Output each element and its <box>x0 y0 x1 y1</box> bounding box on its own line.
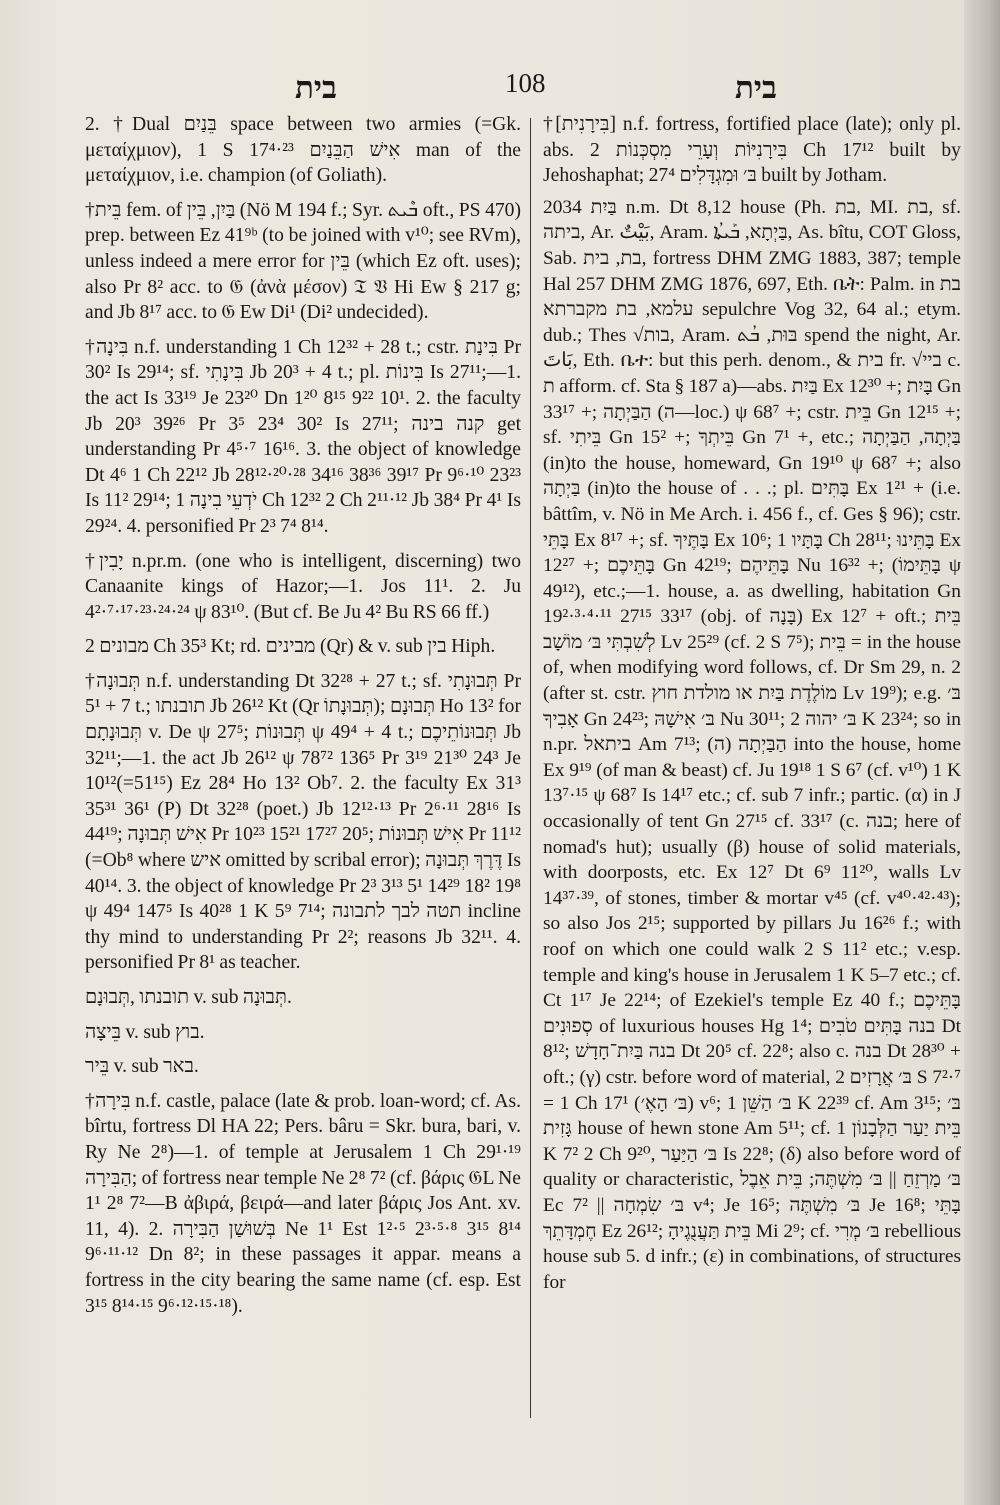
column-divider <box>530 118 531 1418</box>
entry-birah: †בִּירָה n.f. castle, palace (late & prob. loan-word; cf. As. bîrtu, fortress Dl HA 22; Pers. bâru = Skr. bura, bari, v. Ry Ne 2⁸)—1. of temple at Jerusalem 1 Ch 29¹·¹⁹ הַבִּירָה; of fortress near temple Ne 2⁸ 7² (cf. βάρις 𝔊L Ne 1¹ 2⁸ 7²—B ἀβιρά, βειρά—and later βάρις Jos Ant. xv. 11, 4). 2. בְּשׁוּשַׁן הַבִּירָה Ne 1¹ Est 1²·⁵ 2³·⁵·⁸ 3¹⁵ 8¹⁴ 9⁶·¹¹·¹² Dn 8²; in these passages it appar. means a fortress in the city bearing the same name (cf. esp. Est 3¹⁵ 8¹⁴·¹⁵ 9⁶·¹²·¹⁵·¹⁸). <box>85 1090 521 1317</box>
entry-betsah-crossref: בֵּיצָה v. sub בוץ. <box>85 1021 205 1043</box>
entry-beth-prep: †בֵּית fem. of בַּיִן, בֵּין (Nö M 194 f.; Syr. ܒܶܝܬ oft., PS 470) prep. between Ez 41⁹ᵇ (to be joined with v¹⁰; see RVm), unless indeed a mere error for בֵּין (which Ez oft. uses); also Pr 8² acc. to 𝔊 (ἀνὰ μέσον) 𝔗 𝔙 Hi Ew § 217 g; and Jb 8¹⁷ acc. to 𝔊 Ew Di¹ (Di² undecided). <box>85 199 522 324</box>
entry-mebonim: מבונים 2 Ch 35³ Kt; rd. מבינים (Qr) & v. sub בין Hiph. <box>85 636 496 658</box>
left-column <box>85 112 521 1328</box>
right-column <box>543 112 961 1301</box>
entry-binah: †בִּינָה n.f. understanding 1 Ch 12³² + 28 t.; cstr. בִּינַת Pr 30² Is 29¹⁴; sf. בִּינָתִי Jb 20³ + 4 t.; pl. בִּינוֹת Is 27¹¹;—1. the act Is 33¹⁹ Je 23²⁰ Dn 1²⁰ 8¹⁵ 9²² 10¹. 2. the faculty Jb 20³ 39²⁶ Pr 3⁵ 23⁴ 30² Is 27¹¹; קנה בינה get understanding Pr 4⁵·⁷ 16¹⁶. 3. the object of knowledge Dt 4⁶ 1 Ch 22¹² Jb 28¹²·²⁰·²⁸ 34¹⁶ 38³⁶ 39¹⁷ Pr 9⁶·¹⁰ 23²³ Is 11² 29¹⁴; יֹדְעֵי בִינָה 1 Ch 12³² 2 Ch 2¹¹·¹² Jb 38⁴ Pr 4¹ Is 29²⁴. 4. personified Pr 2³ 7⁴ 8¹⁴. <box>85 336 522 537</box>
book-spine-shadow <box>964 0 1000 1505</box>
page-number: 108 <box>505 68 546 98</box>
entry-biraniyth: †[בִּירָנִית] n.f. fortress, fortified place (late); only pl. abs. בִּירָנִיּוֹת וְעָרֵי מִסְכְּנוֹת 2 Ch 17¹² built by Jehoshaphat; בּ׳ וּמִגְדָּלִים 27⁴ built by Jotham. <box>543 114 961 187</box>
right-running-headword: בית <box>735 70 777 105</box>
entry-dual-benayim: 2. †Dual בֵּנַיִם space between two armies (=Gk. μεταίχμιον), 1 S 17⁴·²³ אִישׁ הַבֵּנַיִם man of the μεταίχμιον, i.e. champion (of Goliath). <box>85 114 521 187</box>
entry-ber-crossref: בֵּיר v. sub באר. <box>85 1056 199 1078</box>
running-header <box>0 62 1000 105</box>
left-running-headword: בית <box>295 70 337 105</box>
entry-bayith: בַּיִת 2034 n.m. Dt 8,12 house (Ph. בת, MI. בת, sf. ביתה, Ar. بَيْتٌ, Aram. בַּיְתָא, ܒܰܝܬܳܐ, As. bîtu, COT Gloss, Sab. בת, בית, fortress DHM ZMG 1883, 387; temple Hal 257 DHM ZMG 1876, 697, Eth. ቤት: Palm. in בת עלמא, בת מקברתא sepulchre Vog 32, 64 al.; etym. dub.; Thes √בות, Aram. בּוּת, ܒܳܬ spend the night, Ar. بَاتَ, Eth. ቤተ: but this perh. denom., & בית fr. √ביי c. ת afform. cf. Sta § 187 a)—abs. בַּיִת Ex 12³⁰ +; בָּיִת Gn 33¹⁷ +; הַבַּיְתָה (ה—loc.) ψ 68⁷ +; cstr. בֵּית Gn 12¹⁵ +; sf. בֵּיתִי Gn 15² +; בֵּיתְךָ Gn 7¹ +, etc.; בַּיְתָה, הַבַּיְתָה (in)to the house, homeward, Gn 19¹⁰ ψ 68⁷ +; also בַּיְתָה (in)to the house of . . .; pl. בָּתִּים Ex 1²¹ + (i.e. bâttîm, v. Nö in Me Arch. i. 456 f., cf. Ges § 96); cstr. בָּתֵּי Ex 8¹⁷ +; sf. בָּתֶּיךָ Ex 10⁶; בָּתָּיו 1 Ch 28¹¹; בָּתֵּינוּ Ex 12²⁷ +; בָּתֵּיכֶם Gn 42¹⁹; בָּתֵּיהֶם Nu 16³² +; (בָּתֵּימוֹ ψ 49¹²), etc.;—1. house, a. as dwelling, habitation Gn 19²·³·⁴·¹¹ 27¹⁵ 33¹⁷ (obj. of בָּנָה) Ex 12⁷ + oft.; בֵּית לְשִׁבְתִּי בּ׳ מוֹשָׁב Lv 25²⁹ (cf. 2 S 7⁵); בֵּית = in the house of, when modifying word follows, cf. Dr Sm 29, n. 2 (after st. cstr. מוֹלֶדֶת בַּיִת או מולדת חוץ Lv 19⁹); e.g. בּ׳ אָבִיךָ Gn 24²³; בּ׳ אִישָׁהּ Nu 30¹¹; בּ׳ יהוה 2 K 23²⁴; so in n.pr. ביתאל Am 7¹³; הַבַּיְתָה (ה) into the house, home Ex 9¹⁹ (of man & beast) cf. Ju 19¹⁸ 1 S 6⁷ (cf. v¹⁰) 1 K 13⁷·¹⁵ ψ 68⁷ Is 14¹⁷ etc.; cf. sub 7 infr.; partic. (α) in J occasionally of tent Gn 27¹⁵ cf. 33¹⁷ (c. בנה; here of nomad's hut); usually (β) house of solid materials, with doorposts, etc. Ex 12⁷ Dt 6⁹ 11²⁰, walls Lv 14³⁷·³⁹, of stones, timber & mortar v⁴⁵ (cf. v⁴⁰·⁴²·⁴³); so also Jos 2¹⁵; supported by pillars Ju 16²⁶ f.; with roof on which one could walk 2 S 11² etc.; v.esp. temple and king's house in Jerusalem 1 K 5–7 etc.; cf. Ct 1¹⁷ Je 22¹⁴; of Ezekiel's temple Ez 40 f.; בָּתֵּיכֶם סְפוּנִים of luxurious houses Hg 1⁴; בנה בָּתִּים טֹבִים Dt 8¹²; בנה בַּיִת־חָדָשׁ Dt 20⁵ cf. 22⁸; also c. בנה Dt 28³⁰ + oft.; (γ) cstr. before word of material, בּ׳ אֲרָזִים 2 S 7²·⁷ = 1 Ch 17¹ (בּ׳ הָאֶ׳) v⁶; בּ׳ הַשֵּׁן 1 K 22³⁹ cf. Am 3¹⁵; בּ׳ גָּזִית house of hewn stone Am 5¹¹; cf. בֵּית יַעַר הַלְּבָנוֹן 1 K 7² 2 Ch 9²⁰, בּ׳ הַיַּעַר Is 22⁸; (δ) also before word of quality or characteristic, בּ׳ מַרְזֵחַ || בּ׳ מִשְׁתֶּה; בֵּית אֵבֶל Ec 7² || בּ׳ שִׂמְחָה v⁴; Je 16⁵; בּ׳ מִשְׁתֶּה Je 16⁸; בָּתֵּי חֶמְדָּתֵךְ Ez 26¹²; בֵּית תַּעֲנֻגֶיהָ Mi 2⁹; cf. בּ׳ מְרִי rebellious house sub 5. d infr.; (ε) in combinations, of structures for <box>543 196 962 1293</box>
entry-tebunah: †תְּבוּנָה n.f. understanding Dt 32²⁸ + 27 t.; sf. תְּבוּנָתִי Pr 5¹ + 7 t.; תובנתו Jb 26¹² Kt (Qr תְּבוּנָתוֹ); תְּבוּנָם Ho 13² for תְּבוּנָתָם v. De ψ 27⁵; תְּבוּנוֹת ψ 49⁴ + 4 t.; תְּבוּנוֹתֵיכֶם Jb 32¹¹;—1. the act Jb 26¹² ψ 78⁷² 136⁵ Pr 3¹⁹ 21³⁰ 24³ Je 10¹²(=51¹⁵) Ez 28⁴ Ho 13² Ob⁷. 2. the faculty Ex 31³ 35³¹ 36¹ (P) Dt 32²⁸ (poet.) Jb 12¹²·¹³ Pr 2⁶·¹¹ 28¹⁶ Is 44¹⁹; אִישׁ תְּבוּנָה Pr 10²³ 15²¹ 17²⁷ 20⁵; אִישׁ תְּבוּנוֹת Pr 11¹² (=Ob⁸ where איש omitted by scribal error); דֶּרֶךְ תְּבוּנָה Is 40¹⁴. 3. the object of knowledge Pr 2³ 3¹³ 5¹ 14²⁹ 18² 19⁸ ψ 49⁴ 147⁵ Is 40²⁸ 1 K 5⁹ 7¹⁴; תטה לבך לתבונה incline thy mind to understanding Pr 2²; reasons Jb 32¹¹. 4. personified Pr 8¹ as teacher. <box>85 670 522 974</box>
entry-yabin: †יָבִין n.pr.m. (one who is intelligent, discerning) two Canaanite kings of Hazor;—1. Jos 11¹. 2. Ju 4²·⁷·¹⁷·²³·²⁴·²⁴ ψ 83¹⁰. (But cf. Be Ju 4² Bu RS 66 ff.) <box>85 550 521 623</box>
entry-tebunam-crossref: תובנתו ,תְּבוּנָם v. sub תְּבוּנָה. <box>85 987 292 1008</box>
